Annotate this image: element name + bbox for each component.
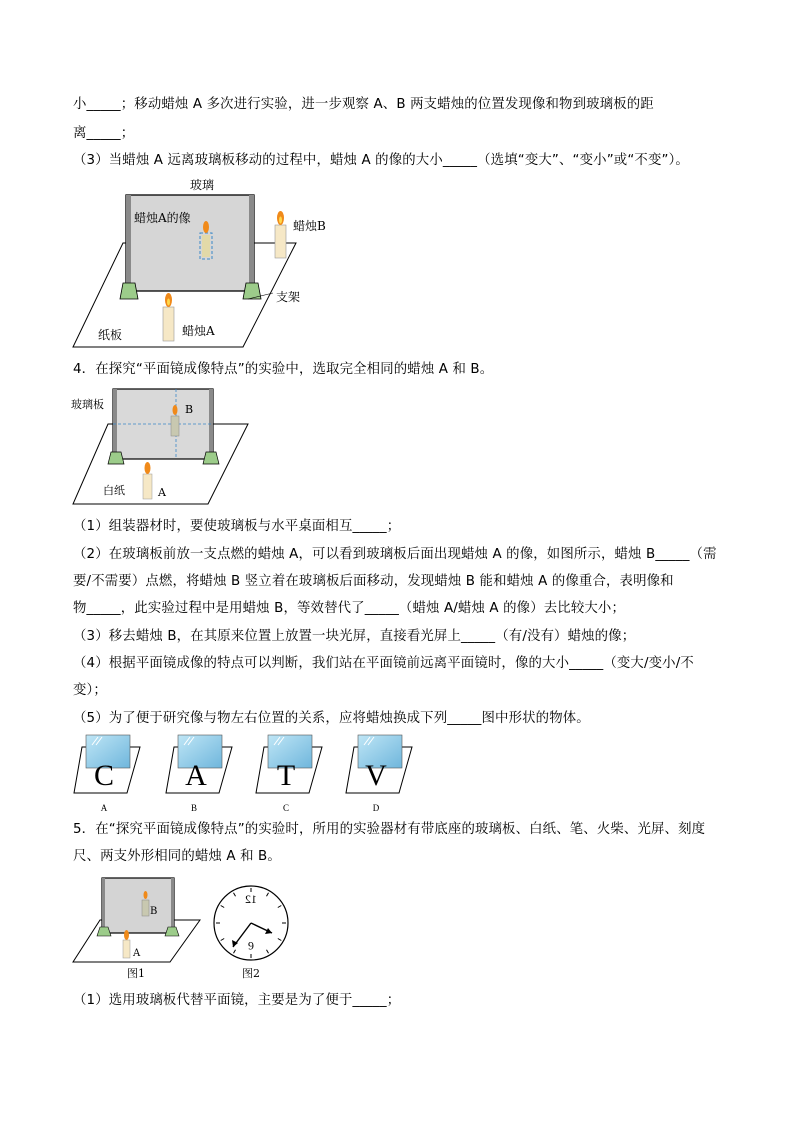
question-4-part-4-line-2: 变）； xyxy=(73,683,107,698)
option-a-figure xyxy=(74,735,140,813)
question-4-part-2-line-3: 物_____，此实验过程中是用蜡烛 B，等效替代了_____（蜡烛 A/蜡烛 A 的像）去比较大小； xyxy=(73,601,625,616)
option-a-letter: C xyxy=(93,759,115,792)
question-4-part-3: （3）移去蜡烛 B，在其原来位置上放置一块光屏，直接看光屏上_____（有/没有）蜡烛的像； xyxy=(73,629,636,644)
question-4-title: 4．在探究“平面镜成像特点”的实验中，选取完全相同的蜡烛 A 和 B。 xyxy=(73,362,494,377)
question-4-part-2-line-2: 要/不需要）点燃，将蜡烛 B 竖立着在玻璃板后面移动，发现蜡烛 B 能和蜡烛 A 的像重合，表明像和 xyxy=(73,574,674,589)
label-b: B xyxy=(185,403,194,416)
text-line-2: 离_____； xyxy=(73,126,135,141)
option-b-letter: A xyxy=(185,759,207,792)
figure-glass-and-clock xyxy=(70,875,300,983)
option-b-figure xyxy=(166,735,232,813)
label-candle-a: 蜡烛A xyxy=(182,324,215,338)
label-image-of-a: 蜡烛A的像 xyxy=(134,211,191,225)
option-a-caption: A xyxy=(100,803,108,813)
question-4-part-2-line-1: （2）在玻璃板前放一支点燃的蜡烛 A，可以看到玻璃板后面出现蜡烛 A 的像，如图所示，蜡烛 B_____（需 xyxy=(73,547,717,562)
question-3-part-3: （3）当蜡烛 A 远离玻璃板移动的过程中，蜡烛 A 的像的大小_____（选填“变大”、“变小”或“不变”）。 xyxy=(73,153,689,168)
label-a: A xyxy=(133,948,141,959)
clock-12-label: 12 xyxy=(245,892,257,906)
question-4-part-5: （5）为了便于研究像与物左右位置的关系，应将蜡烛换成下列_____图中形状的物体。 xyxy=(73,711,590,726)
label-a: A xyxy=(158,486,166,499)
figure-letter-options xyxy=(72,733,422,815)
option-d-figure xyxy=(346,735,412,813)
option-c-letter: T xyxy=(276,759,296,792)
figure-glass-candles xyxy=(68,175,348,355)
option-c-figure xyxy=(256,735,322,813)
figure-2-caption: 图2 xyxy=(242,967,260,980)
question-4-part-1: （1）组装器材时，要使玻璃板与水平桌面相互_____； xyxy=(73,519,401,534)
question-4-part-4-line-1: （4）根据平面镜成像的特点可以判断，我们站在平面镜前远离平面镜时，像的大小_____（变大/变小/不 xyxy=(73,656,694,671)
text-line-1: 小_____；移动蜡烛 A 多次进行实验，进一步观察 A、B 两支蜡烛的位置发现像和物到玻璃板的距 xyxy=(73,97,654,112)
label-white-paper: 白纸 xyxy=(103,484,125,497)
mirrored-clock xyxy=(214,886,288,960)
option-d-caption: D xyxy=(372,803,380,813)
figure-1-caption: 图1 xyxy=(127,967,145,980)
question-5-title-line-1: 5．在“探究平面镜成像特点”的实验时，所用的实验器材有带底座的玻璃板、白纸、笔、火柴、光屏、刻度 xyxy=(73,822,706,837)
label-paper: 纸板 xyxy=(98,328,123,342)
clock-6-label: 6 xyxy=(248,939,254,953)
label-support: 支架 xyxy=(276,290,301,304)
option-d-letter: V xyxy=(365,759,387,792)
option-b-caption: B xyxy=(190,803,198,813)
option-c-caption: C xyxy=(282,803,290,813)
question-5-part-1: （1）选用玻璃板代替平面镜，主要是为了便于_____； xyxy=(73,993,401,1008)
figure-glass-plate xyxy=(68,384,253,509)
label-candle-b: 蜡烛B xyxy=(293,219,326,233)
label-glass: 玻璃 xyxy=(190,178,215,192)
question-5-title-line-2: 尺、两支外形相同的蜡烛 A 和 B。 xyxy=(73,849,281,864)
label-b: B xyxy=(150,906,158,917)
label-glass-plate: 玻璃板 xyxy=(71,398,104,411)
